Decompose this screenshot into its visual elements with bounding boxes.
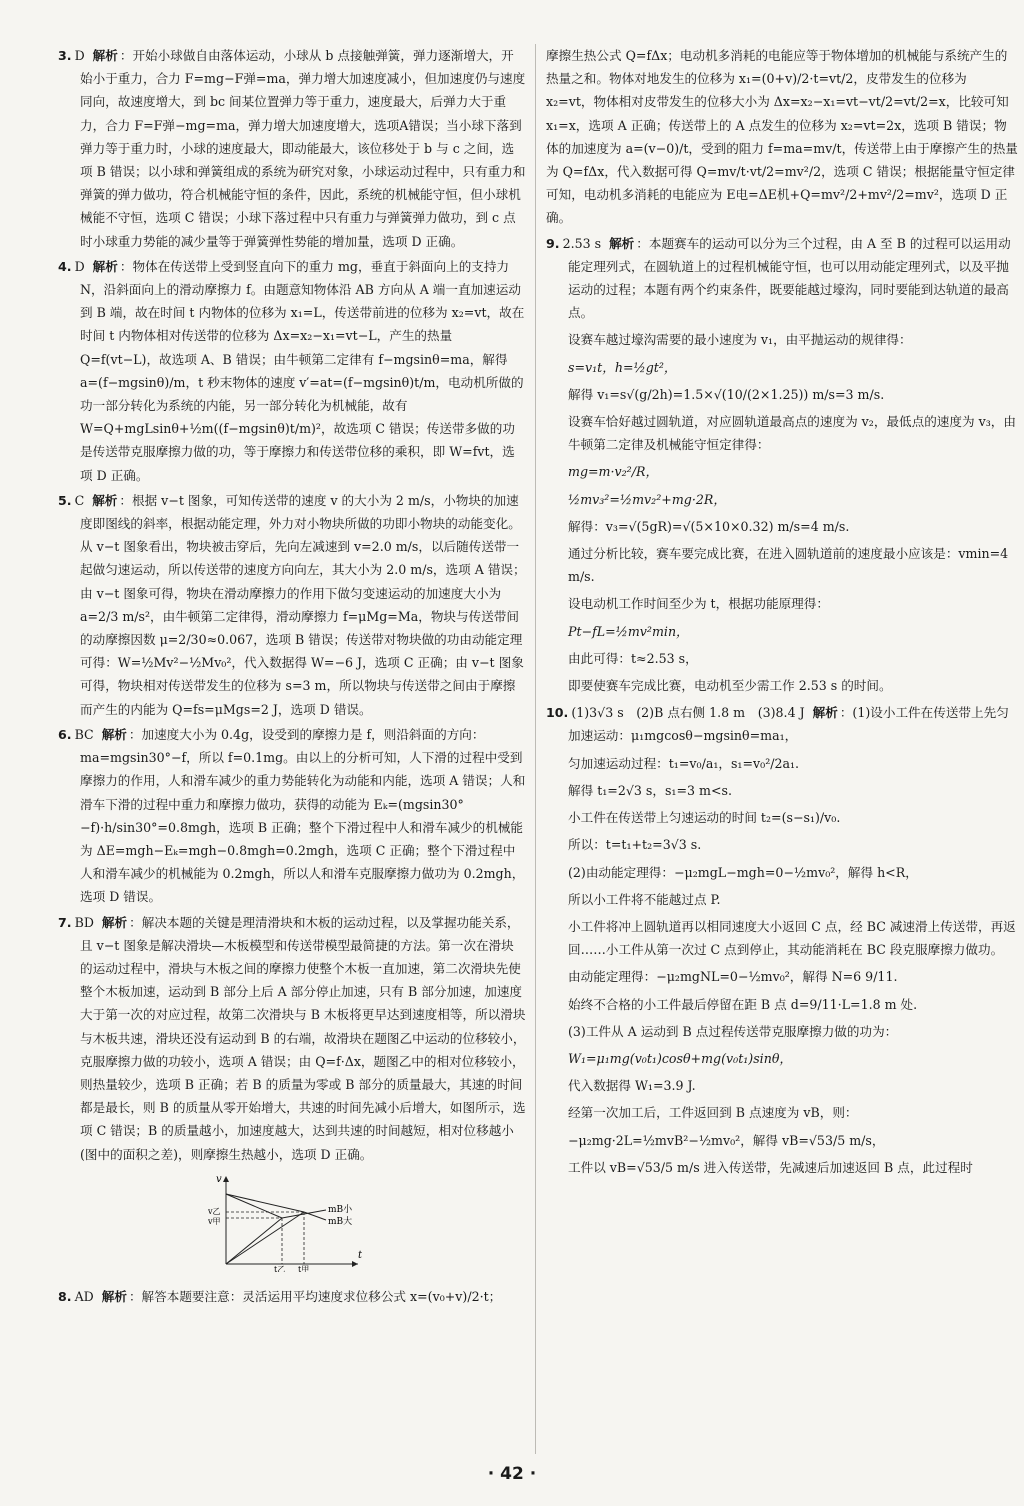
page-number: · 42 · [487, 1464, 537, 1484]
analysis-label: 解析 [101, 726, 127, 742]
answer-item-8 [58, 1285, 526, 1308]
analysis-label: 解析 [101, 1288, 127, 1304]
equation: W₁=μ₁mg(v₀t₁)cosθ+mg(v₀t₁)sinθ， [568, 1050, 792, 1066]
answer-item-5 [58, 489, 526, 721]
right-column [546, 44, 1018, 1183]
step-line: 经第一次加工后，工件返回到 B 点速度为 vB，则： [568, 1105, 858, 1121]
item-number: 4. [58, 258, 72, 274]
vt-graph-figure [208, 1172, 526, 1279]
tick-v-jia: v甲 [208, 1216, 221, 1226]
line-board-1 [226, 1218, 282, 1264]
step-line: 设赛车恰好越过圆轨道，对应圆轨道最高点的速度为 v₂，最低点的速度为 v₃，由牛顿第二定律及机械能守恒定律得： [568, 414, 1016, 453]
equation: 小工件在传送带上匀速运动的时间 t₂=(s−s₁)/v₀. [568, 810, 841, 826]
item-number: 9. [546, 235, 560, 251]
answer-item-7 [58, 911, 526, 1166]
answer-item-8-continued [546, 44, 1018, 230]
analysis-text: ：解答本题要注意：灵活运用平均速度求位移公式 x=(v₀+v)/2·t； [128, 1288, 502, 1304]
equation: ½mv₃²=½mv₂²+mg·2R， [568, 491, 726, 507]
analysis-label: 解析 [101, 914, 128, 930]
label-mb-large: mB大 [328, 1216, 353, 1227]
analysis-text: ：本题赛车的运动可以分为三个过程，由 A 至 B 的过程可以运用动能定理列式，在圆轨道上的过程机械能守恒，也可以用动能定理列式，以及平抛运动的过程；本题有两个约束条件，既要能越过壕沟，同时要能到达轨道的最高点。 [568, 235, 1011, 321]
item-answer: BD [74, 914, 94, 930]
equation: s=v₁t，h=½gt²， [568, 359, 677, 375]
analysis-label: 解析 [92, 258, 118, 274]
item-number: 10. [546, 705, 569, 721]
analysis-text: 摩擦生热公式 Q=fΔx；电动机多消耗的电能应等于物体增加的机械能与系统产生的热量之和。物体对地发生的位移为 x₁=(0+v)/2·t=vt/2，皮带发生的位移为 x₂=vt，物体相对皮带发生的位移大小为 Δx=x₂−x₁=vt−vt/2=vt/2=x，比较可知 x₁=x，选项 A 正确；传送带上的 A 点发生的位移为 x₂=vt=2x，选项 B 错误；物体的加速度为 a=(v−0)/t，受到的阻力 f=ma=mv/t，传送带上由于摩擦产生的热量为 Q=fΔx，代入数据可得 Q=mv/t·vt/2=mv²/2，选项 C 错误；根据能量守恒定律可知，电动机多消耗的电能应为 E电=ΔE机+Q=mv²/2+mv²/2=mv²，选项 D 正确。 [546, 48, 1018, 226]
item-number: 8. [58, 1288, 72, 1304]
analysis-label: 解析 [609, 235, 635, 251]
item-answer: (1)3√3 s (2)B 点右侧 1.8 m (3)8.4 J [571, 705, 805, 721]
step-line: 小工件将冲上圆轨道再以相同速度大小返回 C 点，经 BC 减速滑上传送带，再返回……小工件从第一次过 C 点到停止，其动能消耗在 BC 段克服摩擦力做功。 [568, 918, 1016, 958]
equation: 解得 t₁=2√3 s，s₁=3 m<s. [568, 782, 733, 798]
analysis-text: ：根据 v−t 图象，可知传送带的速度 v 的大小为 2 m/s，小物块的加速度即图线的斜率，根据动能定理，外力对小物块所做的功即小物块的动能变化。从 v−t 图象看出，物块被击穿后，先向左减速到 v=2.0 m/s，以后随传送带一起做匀速运动，所以传送带的速度方向向左，其大小为 2.0 m/s，选项 A 错误；由 v−t 图象可得，物块在滑动摩擦力的作用下做匀变速运动的加速度大小为 a=2/3 m/s²，由牛顿第二定律得，滑动摩擦力 f=μMg=Ma，物块与传送带间的动摩擦因数 μ=2/30≈0.067，选项 B 错误；传送带对物块做的功由动能定理可得：W=½Mv²−½Mv₀²，代入数据得 W=−6 J，选项 C 正确；由 v−t 图象可得，物块相对传送带发生的位移为 s=3 m，所以物块与传送带之间由于摩擦而产生的内能为 Q=fs=μMgs=2 J，选项 D 错误。 [80, 492, 526, 717]
label-mb-small: mB小 [328, 1204, 353, 1215]
equation: −μ₂mg·2L=½mvB²−½mv₀²，解得 vB=√53/5 m/s， [568, 1132, 885, 1148]
line-slider-1 [226, 1194, 304, 1212]
item-answer: D [74, 48, 85, 63]
vt-graph [208, 1172, 368, 1272]
step-line: 工件以 vB=√53/5 m/s 进入传送带，先减速后加速返回 B 点，此过程时 [568, 1159, 973, 1175]
item-number: 6. [58, 726, 72, 742]
item-number: 3. [58, 48, 72, 63]
left-column [58, 44, 526, 1310]
step-line: 代入数据得 W₁=3.9 J. [568, 1078, 696, 1094]
item-answer: AD [74, 1288, 94, 1304]
step-line: 所以小工件将不能越过点 P. [568, 891, 721, 907]
item-head [546, 701, 1018, 747]
answer-item-3 [58, 44, 526, 253]
analysis-label: 解析 [92, 48, 118, 63]
step-line: 设赛车越过壕沟需要的最小速度为 v₁，由平抛运动的规律得： [568, 332, 912, 348]
answer-item-6 [58, 723, 526, 909]
step-line: 通过分析比较，赛车要完成比赛，在进入圆轨道前的速度最小应该是：vmin=4 m/s. [568, 546, 1009, 585]
axis-label-v: v [216, 1173, 222, 1185]
analysis-text: ：物体在传送带上受到竖直向下的重力 mg，垂直于斜面向上的支持力 N，沿斜面向上的滑动摩擦力 f。由题意知物体沿 AB 方向从 A 端一直加速运动到 B 端，故在时间 t 内物体的位移为 x₁=L，传送带前进的位移为 x₂=vt，故在时间 t 内物体相对传送带的位移为 Δx=x₂−x₁=vt−L，产生的热量 Q=f(vt−L)，故选项 A、B 错误；由牛顿第二定律有 f−mgsinθ=ma，解得 a=(f−mgsinθ)/m，t 秒末物体的速度 v′=at=(f−mgsinθ)t/m，电动机所做的功一部分转化为系统的内能，另一部分转化为机械能，故有 W=Q+mgLsinθ+½m((f−mgsinθ)t/m)²，故选项 C 错误；传送带多做的功是传送带克服摩擦力做的功，等于摩擦力和传送带位移的乘积，即 W=fvt，选项 D 正确。 [80, 258, 525, 483]
equation: 匀加速运动过程：t₁=v₀/a₁，s₁=v₀²/2a₁. [568, 755, 800, 771]
analysis-text: ：开始小球做自由落体运动，小球从 b 点接触弹簧，弹力逐渐增大，开始小于重力，合力 F=mg−F弹=ma，弹力增大加速度减小，但加速度仍与速度同向，故速度增大，到 bc 间某位置弹力等于重力，速度最大，后弹力大于重力，合力 F=F弹−mg=ma，弹力增大加速度增大，选项A错误；当小球下落到弹力等于重力时，小球的速度最大，即动能最大，该位移处于 b 与 c 之间，选项 B 错误；以小球和弹簧组成的系统为研究对象，小球运动过程中，只有重力和弹簧的弹力做功，符合机械能守恒的条件，因此，系统的机械能守恒，但小球机械能不守恒，选项 C 错误；小球下落过程中只有重力与弹簧弹力做功，到 c 点时小球重力势能的减少量等于弹簧弹性势能的增加量，选项 D 正确。 [80, 48, 526, 249]
answer-item-10 [546, 701, 1018, 1179]
axis-label-t: t [358, 1249, 363, 1261]
step-line: 由此可得：t≈2.53 s， [568, 650, 698, 666]
step-line: 设电动机工作时间至少为 t，根据功能原理得： [568, 596, 829, 612]
equation: (2)由动能定理得：−μ₂mgL−mgh=0−½mv₀²，解得 h<R， [568, 864, 918, 880]
item-answer: C [74, 492, 85, 508]
conclusion-line: 即要使赛车完成比赛，电动机至少需工作 2.53 s 的时间。 [568, 678, 892, 694]
tick-t-jia: t甲 [298, 1264, 310, 1272]
analysis-text: ：(1)设小工件在传送带上先匀加速运动：μ₁mgcosθ−mgsinθ=ma₁， [568, 705, 1009, 744]
line-common-large [304, 1212, 326, 1220]
analysis-text: ：加速度大小为 0.4g，设受到的摩擦力是 f，则沿斜面的方向：ma=mgsin30°−f，所以 f=0.1mg。由以上的分析可知，人下滑的过程中受到摩擦力的作用，人和滑车减少的重力势能转化为动能和内能，选项 A 错误；人和滑车下滑的过程中重力和摩擦力做功，获得的动能为 Eₖ=(mgsin30°−f)·h/sin30°=0.8mgh，选项 B 正确；整个下滑过程中人和滑车减少的机械能为 ΔE=mgh−Eₖ=mgh−0.8mgh=0.2mgh，选项 C 正确；整个下滑过程中人和滑车减少的机械能为 0.2mgh，所以人和滑车克服摩擦力做功为 0.2mgh，选项 D 错误。 [80, 726, 526, 905]
item-answer: BC [74, 726, 94, 742]
answer-item-9 [546, 232, 1018, 698]
item-number: 7. [58, 914, 72, 930]
analysis-label: 解析 [92, 492, 118, 508]
analysis-text: ：解决本题的关键是理清滑块和木板的运动过程，以及掌握功能关系，且 v−t 图象是解决滑块—木板模型和传送带模型最简捷的方法。第一次在滑块的运动过程中，滑块与木板之间的摩擦力使整个木板一直加速，第二次滑块先使整个木板加速，运动到 B 部分上后 A 部分停止加速，只有 B 部分加速，加速度大于第一次的对应过程，故第二次滑块与 B 木板将更早达到速度相等，所以滑块与木板共速，滑块还没有运动到 B 的右端，故滑块在题图乙中运动的位移较小，克服摩擦力做的功较小，选项 A 错误；由 Q=f·Δx，题图乙中的相对位移较小，则热量较少，选项 B 正确；若 B 的质量为零或 B 部分的质量最大，其速的时间都是最长，则 B 的质量从零开始增大，共速的时间先减小后增大，如图所示，选项 C 错误；B 的质量越小，加速度越大，达到共速的时间越短，相对位移越小(图中的面积之差)，则摩擦生热越小，选项 D 正确。 [80, 914, 526, 1162]
t-axis-arrow [352, 1261, 358, 1267]
item-answer: 2.53 s [562, 235, 602, 251]
equation: 所以：t=t₁+t₂=3√3 s. [568, 837, 702, 853]
equation: 由动能定理得：−μ₂mgNL=0−½mv₀²，解得 N=6 9/11. [568, 969, 898, 985]
column-divider [535, 44, 536, 1454]
line-slider-2 [226, 1194, 282, 1218]
item-answer: D [74, 258, 85, 274]
v-axis-arrow [223, 1176, 229, 1182]
item-number: 5. [58, 492, 72, 508]
step-line: 始终不合格的小工件最后停留在距 B 点 d=9/11·L=1.8 m 处. [568, 996, 918, 1012]
item-head [546, 232, 1018, 325]
equation: Pt−fL=½mv²min， [568, 623, 689, 639]
equation: 解得 v₁=s√(g/2h)=1.5×√(10/(2×1.25)) m/s=3 m/s. [568, 386, 885, 402]
tick-v-yi: v乙 [208, 1206, 221, 1216]
answer-item-4 [58, 255, 526, 487]
tick-t-yi: t乙 [274, 1264, 286, 1272]
line-board-2 [226, 1212, 304, 1264]
step-line: (3)工件从 A 运动到 B 点过程传送带克服摩擦力做的功为： [568, 1023, 898, 1039]
equation: mg=m·v₂²/R， [568, 464, 659, 480]
analysis-label: 解析 [812, 705, 838, 721]
equation: 解得：v₃=√(5gR)=√(5×10×0.32) m/s=4 m/s. [568, 518, 850, 534]
